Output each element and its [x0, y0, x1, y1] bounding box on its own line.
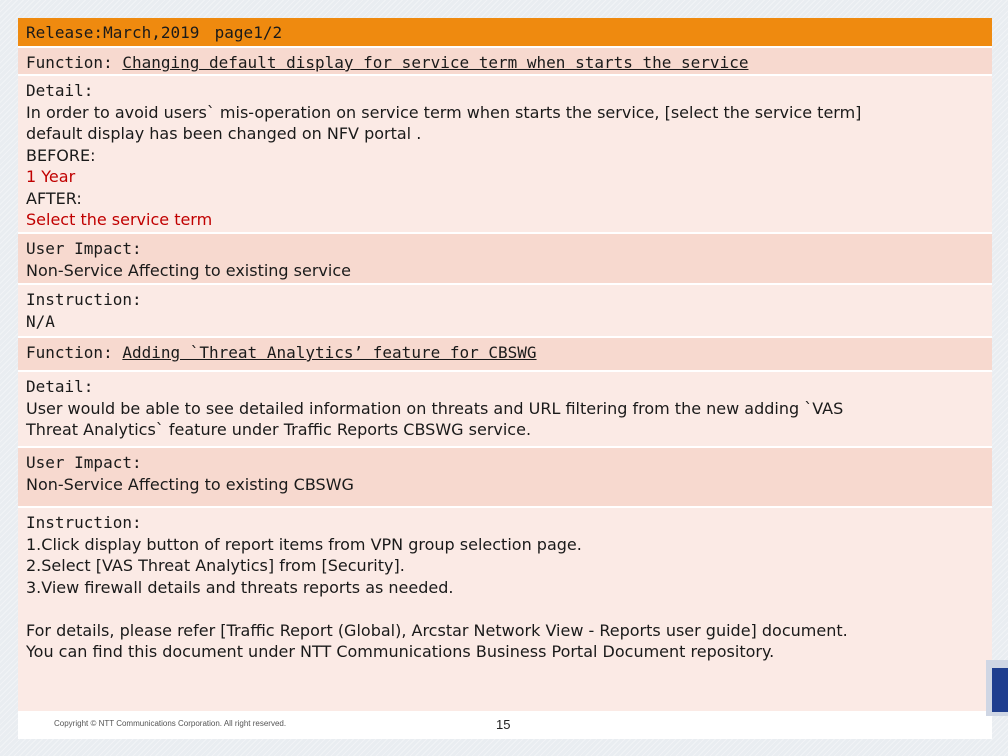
- detail2-line2: Threat Analytics` feature under Traffic Reports CBSWG service.: [26, 420, 532, 439]
- instruction2-step1: 1.Click display button of report items from VPN group selection page.: [26, 534, 582, 554]
- detail1-line1: In order to avoid users` mis-operation on service term when starts the service, [select the service term]: [26, 102, 862, 122]
- function2-title: Adding `Threat Analytics’ feature for CBSWG: [122, 343, 537, 362]
- impact1-text: Non-Service Affecting to existing service: [26, 260, 351, 280]
- detail2-label: Detail:: [26, 377, 94, 396]
- impact1-row: [18, 234, 992, 285]
- before-value: 1 Year: [26, 167, 76, 186]
- after-value: Select the service term: [26, 210, 213, 229]
- page-number: 15: [496, 717, 511, 732]
- function2-label: Function:: [26, 343, 123, 362]
- instruction2-step2: 2.Select [VAS Threat Analytics] from [Security].: [26, 556, 405, 575]
- instruction1-text: N/A: [26, 311, 55, 331]
- instruction2-step3: 3.View firewall details and threats reports as needed.: [26, 577, 454, 597]
- details-line1: For details, please refer [Traffic Report (Global), Arcstar Network View - Reports user guide] document.: [26, 620, 848, 640]
- impact2-label: User Impact:: [26, 453, 142, 472]
- details-line2: You can find this document under NTT Communications Business Portal Document repository.: [26, 642, 775, 661]
- instruction1-label: Instruction:: [26, 290, 142, 309]
- instruction2-row: [18, 508, 992, 711]
- detail1-label: Detail:: [26, 81, 94, 100]
- header-row: [18, 18, 992, 48]
- release-label: Release:March,2019: [26, 23, 200, 42]
- spacer: [26, 598, 984, 620]
- function1-label: Function:: [26, 53, 123, 72]
- instruction2-label: Instruction:: [26, 513, 142, 532]
- slide-footer: [18, 711, 992, 739]
- detail2-line1: User would be able to see detailed information on threats and URL filtering from the new adding `VAS: [26, 398, 844, 418]
- after-label: AFTER:: [26, 188, 82, 208]
- page-indicator: page1/2: [214, 23, 283, 42]
- impact1-label: User Impact:: [26, 239, 142, 258]
- instruction1-row: [18, 285, 992, 338]
- function2-row: [18, 338, 992, 372]
- corner-accent-bar: [992, 668, 1008, 712]
- impact2-row: [18, 448, 992, 508]
- copyright-text: Copyright © NTT Communications Corporation. All right reserved.: [54, 719, 287, 728]
- detail1-row: [18, 76, 992, 234]
- function1-row: [18, 48, 992, 76]
- detail1-line2: default display has been changed on NFV portal .: [26, 124, 422, 143]
- impact2-text: Non-Service Affecting to existing CBSWG: [26, 474, 354, 494]
- before-label: BEFORE:: [26, 145, 96, 165]
- function1-title: Changing default display for service term when starts the service: [122, 53, 749, 72]
- detail2-row: [18, 372, 992, 448]
